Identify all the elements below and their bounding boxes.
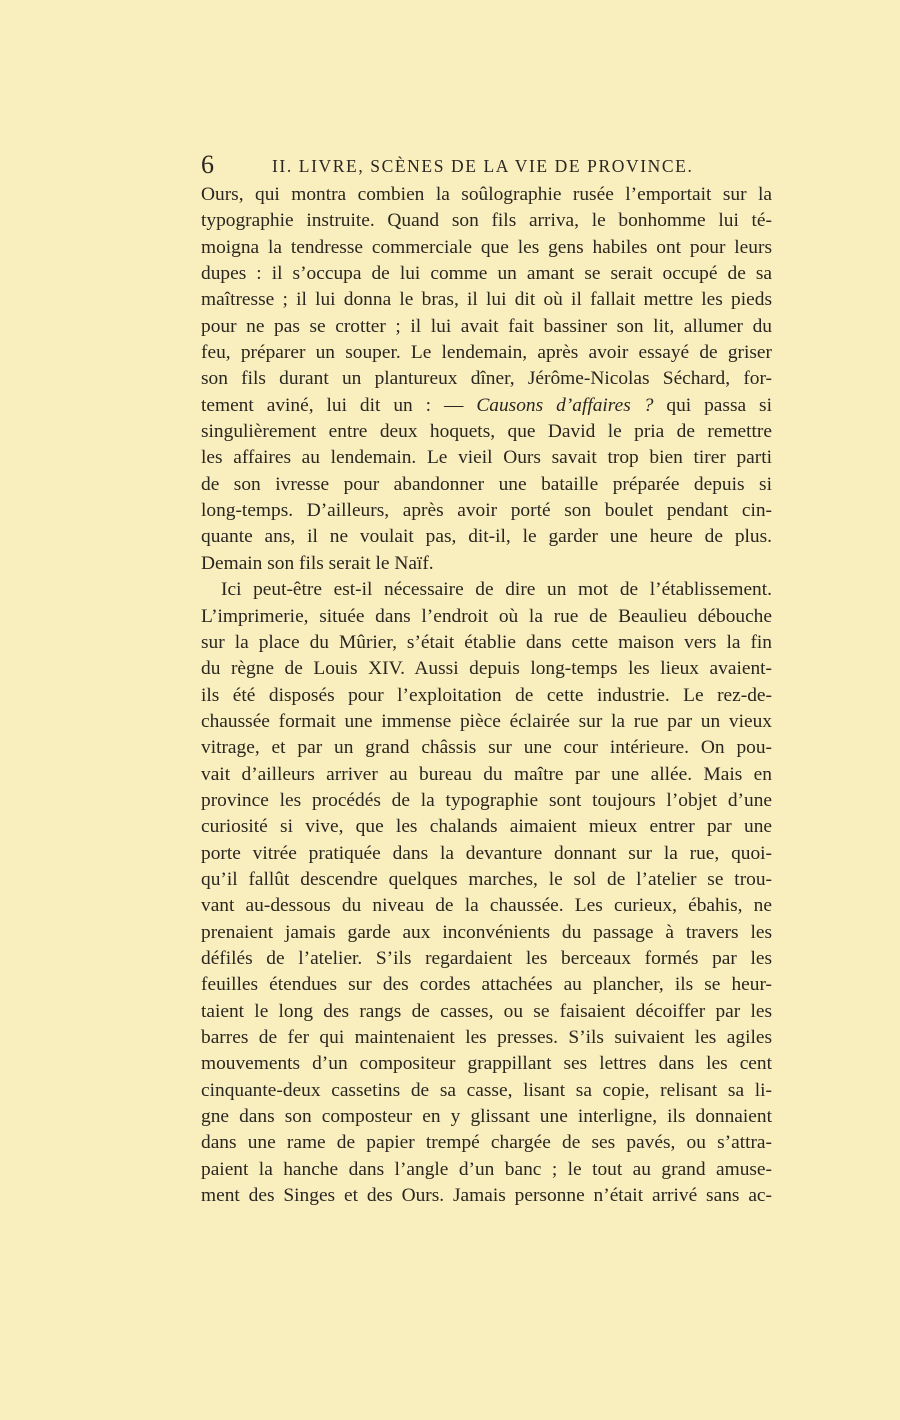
text-line: porte vitrée pratiquée dans la devanture donnant sur la rue, quoi- [201, 842, 772, 864]
text-line: dans une rame de papier trempé chargée de ses pavés, ou s’attra- [201, 1132, 772, 1154]
text-line: mouvements d’un compositeur grappillant ses lettres dans les cent [201, 1053, 772, 1075]
text-line: Ours, qui montra combien la soûlographie rusée l’emportait sur la [201, 184, 772, 205]
text-line: défilés de l’atelier. S’ils regardaient les berceaux formés par les [201, 947, 772, 969]
line-segment: qui passa si [653, 394, 772, 416]
text-line: cinquante-deux cassetins de sa casse, lisant sa copie, relisant sa li- [201, 1079, 772, 1101]
text-line: feu, préparer un souper. Le lendemain, après avoir essayé de griser [201, 342, 772, 364]
text-line: ils été disposés pour l’exploitation de cette industrie. Le rez-de- [201, 684, 772, 706]
text-line: paient la hanche dans l’angle d’un banc ; le tout au grand amuse- [201, 1158, 772, 1180]
text-line: sur la place du Mûrier, s’était établie dans cette maison vers la fin [201, 631, 772, 653]
text-line-with-italic [201, 393, 772, 419]
text-line: L’imprimerie, située dans l’endroit où la rue de Beaulieu débouche [201, 605, 772, 627]
text-line: vant au-dessous du niveau de la chaussée. Les curieux, ébahis, ne [201, 895, 772, 917]
text-line: singulièrement entre deux hoquets, que David le pria de remettre [201, 421, 772, 443]
text-line: ment des Singes et des Ours. Jamais personne n’était arrivé sans ac- [201, 1185, 772, 1207]
text-line: gne dans son composteur en y glissant une interligne, ils donnaient [201, 1106, 772, 1128]
text-line: vitrage, et par un grand châssis sur une cour intérieure. On pou- [201, 737, 772, 759]
text-line: long-temps. D’ailleurs, après avoir porté son boulet pendant cin- [201, 500, 772, 522]
text-line: vait d’ailleurs arriver au bureau du maître par une allée. Mais en [201, 763, 772, 785]
paragraph-last-line: Demain son fils serait le Naïf. [201, 552, 434, 574]
paragraph-first-line: Ici peut-être est-il nécessaire de dire un mot de l’établissement. [221, 579, 772, 601]
text-line: typographie instruite. Quand son fils arriva, le bonhomme lui té- [201, 210, 772, 232]
text-line: taient le long des rangs de casses, ou se faisaient décoiffer par les [201, 1000, 772, 1022]
running-head [201, 150, 771, 180]
text-line: barres de fer qui maintenaient les presses. S’ils suivaient les agiles [201, 1027, 772, 1048]
text-line: maîtresse ; il lui donna le bras, il lui dit où il fallait mettre les pieds [201, 289, 772, 311]
text-line: dupes : il s’occupa de lui comme un amant se serait occupé de sa [201, 263, 772, 285]
text-line: moigna la tendresse commerciale que les gens habiles ont pour leurs [201, 236, 772, 258]
text-line: province les procédés de la typographie sont toujours l’objet d’une [201, 789, 772, 811]
text-line: de son ivresse pour abandonner une bataille préparée depuis si [201, 473, 772, 495]
text-line: son fils durant un plantureux dîner, Jérôme-Nicolas Séchard, for- [201, 368, 772, 390]
line-segment: tement aviné, lui dit un : — [201, 394, 477, 416]
running-title: II. LIVRE, SCÈNES DE LA VIE DE PROVINCE. [272, 156, 694, 176]
text-line: pour ne pas se crotter ; il lui avait fait bassiner son lit, allumer du [201, 315, 772, 337]
text-line: prenaient jamais garde aux inconvénients du passage à travers les [201, 921, 772, 943]
italic-phrase: Causons d’affaires ? [476, 394, 654, 416]
text-line: feuilles étendues sur des cordes attachées au plancher, ils se heur- [201, 974, 772, 996]
text-line: chaussée formait une immense pièce éclairée sur la rue par un vieux [201, 710, 772, 732]
text-line: du règne de Louis XIV. Aussi depuis long-temps les lieux avaient- [201, 658, 772, 680]
text-line: les affaires au lendemain. Le vieil Ours savait trop bien tirer parti [201, 447, 772, 469]
page-number: 6 [201, 150, 214, 179]
text-line: curiosité si vive, que les chalands aimaient mieux entrer par une [201, 816, 772, 838]
text-line: quante ans, il ne voulait pas, dit-il, le garder une heure de plus. [201, 526, 772, 548]
body-text [201, 182, 772, 1209]
text-line: qu’il fallût descendre quelques marches, le sol de l’atelier se trou- [201, 868, 772, 890]
